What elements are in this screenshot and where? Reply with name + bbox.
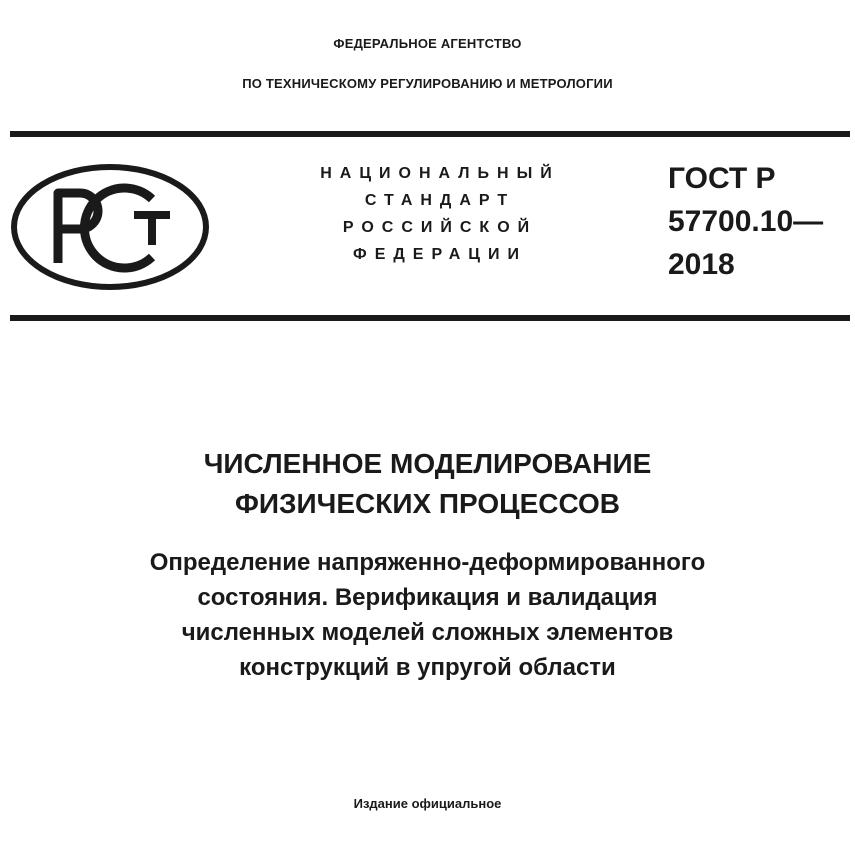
top-divider	[10, 131, 850, 137]
national-standard-line: НАЦИОНАЛЬНЫЙ	[320, 165, 560, 182]
subtitle-line: численных моделей сложных элементов	[181, 619, 674, 646]
document-subtitle	[0, 545, 855, 685]
rst-logo-graphic	[10, 163, 210, 291]
standard-designation	[668, 157, 823, 286]
rst-logo-icon	[10, 163, 210, 291]
national-standard-label	[290, 160, 590, 268]
national-standard-line: СТАНДАРТ	[364, 192, 516, 209]
national-standard-line: ФЕДЕРАЦИИ	[353, 246, 527, 263]
agency-name-line-1: ФЕДЕРАЛЬНОЕ АГЕНТСТВО	[333, 36, 522, 51]
subtitle-line: Определение напряженно-деформированного	[149, 549, 706, 576]
national-standard-line: РОССИЙСКОЙ	[342, 219, 538, 236]
designation-line: ГОСТ Р	[668, 162, 776, 195]
bottom-divider	[10, 315, 850, 321]
designation-line: 2018	[668, 248, 735, 281]
agency-name-line-2: ПО ТЕХНИЧЕСКОМУ РЕГУЛИРОВАНИЮ И МЕТРОЛОГИИ	[242, 76, 613, 91]
subtitle-line: конструкций в упругой области	[239, 654, 616, 681]
title-line: ЧИСЛЕННОЕ МОДЕЛИРОВАНИЕ	[203, 448, 652, 479]
document-title	[0, 444, 855, 524]
subtitle-line: состояния. Верификация и валидация	[197, 584, 658, 611]
designation-line: 57700.10—	[668, 205, 824, 238]
edition-label: Издание официальное	[353, 796, 502, 811]
title-line: ФИЗИЧЕСКИХ ПРОЦЕССОВ	[234, 488, 620, 519]
